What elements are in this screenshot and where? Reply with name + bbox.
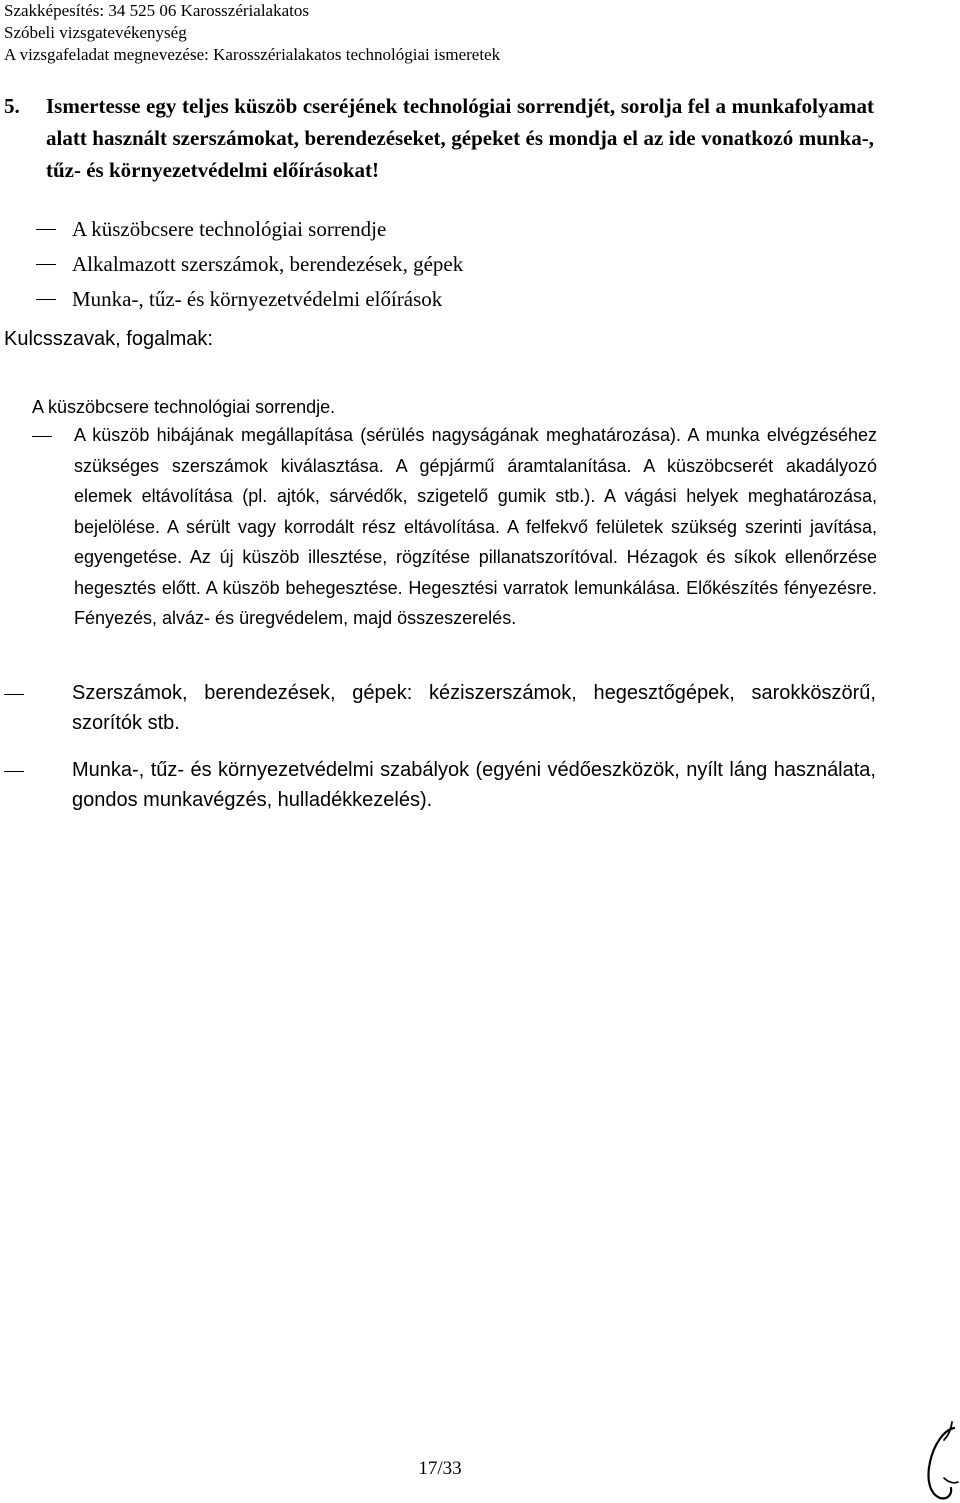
qualification-line: Szakképesítés: 34 525 06 Karosszérialakatos	[4, 1, 309, 20]
document-header	[4, 0, 500, 66]
dash-bullet-icon	[36, 264, 56, 265]
safety-block	[4, 755, 876, 815]
outline-item-text: Alkalmazott szerszámok, berendezések, gépek	[72, 252, 464, 276]
tools-block	[4, 678, 876, 738]
dash-bullet-icon	[36, 229, 56, 230]
question-number: 5.	[4, 94, 20, 118]
outline-item-text: Munka-, tűz- és környezetvédelmi előírások	[72, 287, 443, 311]
outline-item	[4, 247, 874, 282]
signature-icon	[918, 1418, 960, 1503]
dash-bullet-icon	[4, 694, 24, 695]
safety-text: Munka-, tűz- és környezetvédelmi szabályok (egyéni védőeszközök, nyílt láng használata, gondos munkavégzés, hulladékkezelés).	[72, 759, 876, 811]
keywords-subtitle: A küszöbcsere technológiai sorrendje.	[32, 397, 336, 417]
outline-list	[4, 212, 874, 317]
outline-item	[4, 212, 874, 247]
question-text: Ismertesse egy teljes küszöb cseréjének technológiai sorrendjét, sorolja fel a munkafolyamat alatt használt szerszámokat, berendezéseket, gépeket és mondja el az ide vonatkozó munka-, tűz- és környezetvédelmi előírásokat!	[46, 94, 874, 182]
dash-bullet-icon	[36, 299, 56, 300]
dash-bullet-icon	[32, 436, 52, 437]
keywords-title: Kulcsszavak, fogalmak:	[4, 328, 213, 350]
dash-bullet-icon	[4, 771, 24, 772]
outline-item	[4, 282, 874, 317]
question-block	[4, 90, 874, 186]
page-number: 17/33	[418, 1458, 462, 1479]
outline-item-text: A küszöbcsere technológiai sorrendje	[72, 217, 387, 241]
tools-text: Szerszámok, berendezések, gépek: kéziszerszámok, hegesztőgépek, sarokköszörű, szorítók stb.	[72, 682, 876, 734]
exam-activity-line: Szóbeli vizsgatevékenység	[4, 23, 187, 42]
procedure-block	[32, 420, 877, 634]
exam-task-line: A vizsgafeladat megnevezése: Karosszérialakatos technológiai ismeretek	[4, 45, 501, 64]
procedure-text: A küszöb hibájának megállapítása (sérülés nagyságának meghatározása). A munka elvégzéséhez szükséges szerszámok kiválasztása. A gépjármű áramtalanítása. A küszöbcserét akadályozó elemek eltávolítása (pl. ajtók, sárvédők, szigetelő gumik stb.). A vágási helyek meghatározása, bejelölése. A sérült vagy korrodált rész eltávolítása. A felfekvő felületek szükség szerinti javítása, egyengetése. Az új küszöb illesztése, rögzítése pillanatszorítóval. Hézagok és síkok ellenőrzése hegesztés előtt. A küszöb behegesztése. Hegesztési varratok lemunkálása. Előkészítés fényezésre. Fényezés, alváz- és üregvédelem, majd összeszerelés.	[74, 425, 877, 628]
